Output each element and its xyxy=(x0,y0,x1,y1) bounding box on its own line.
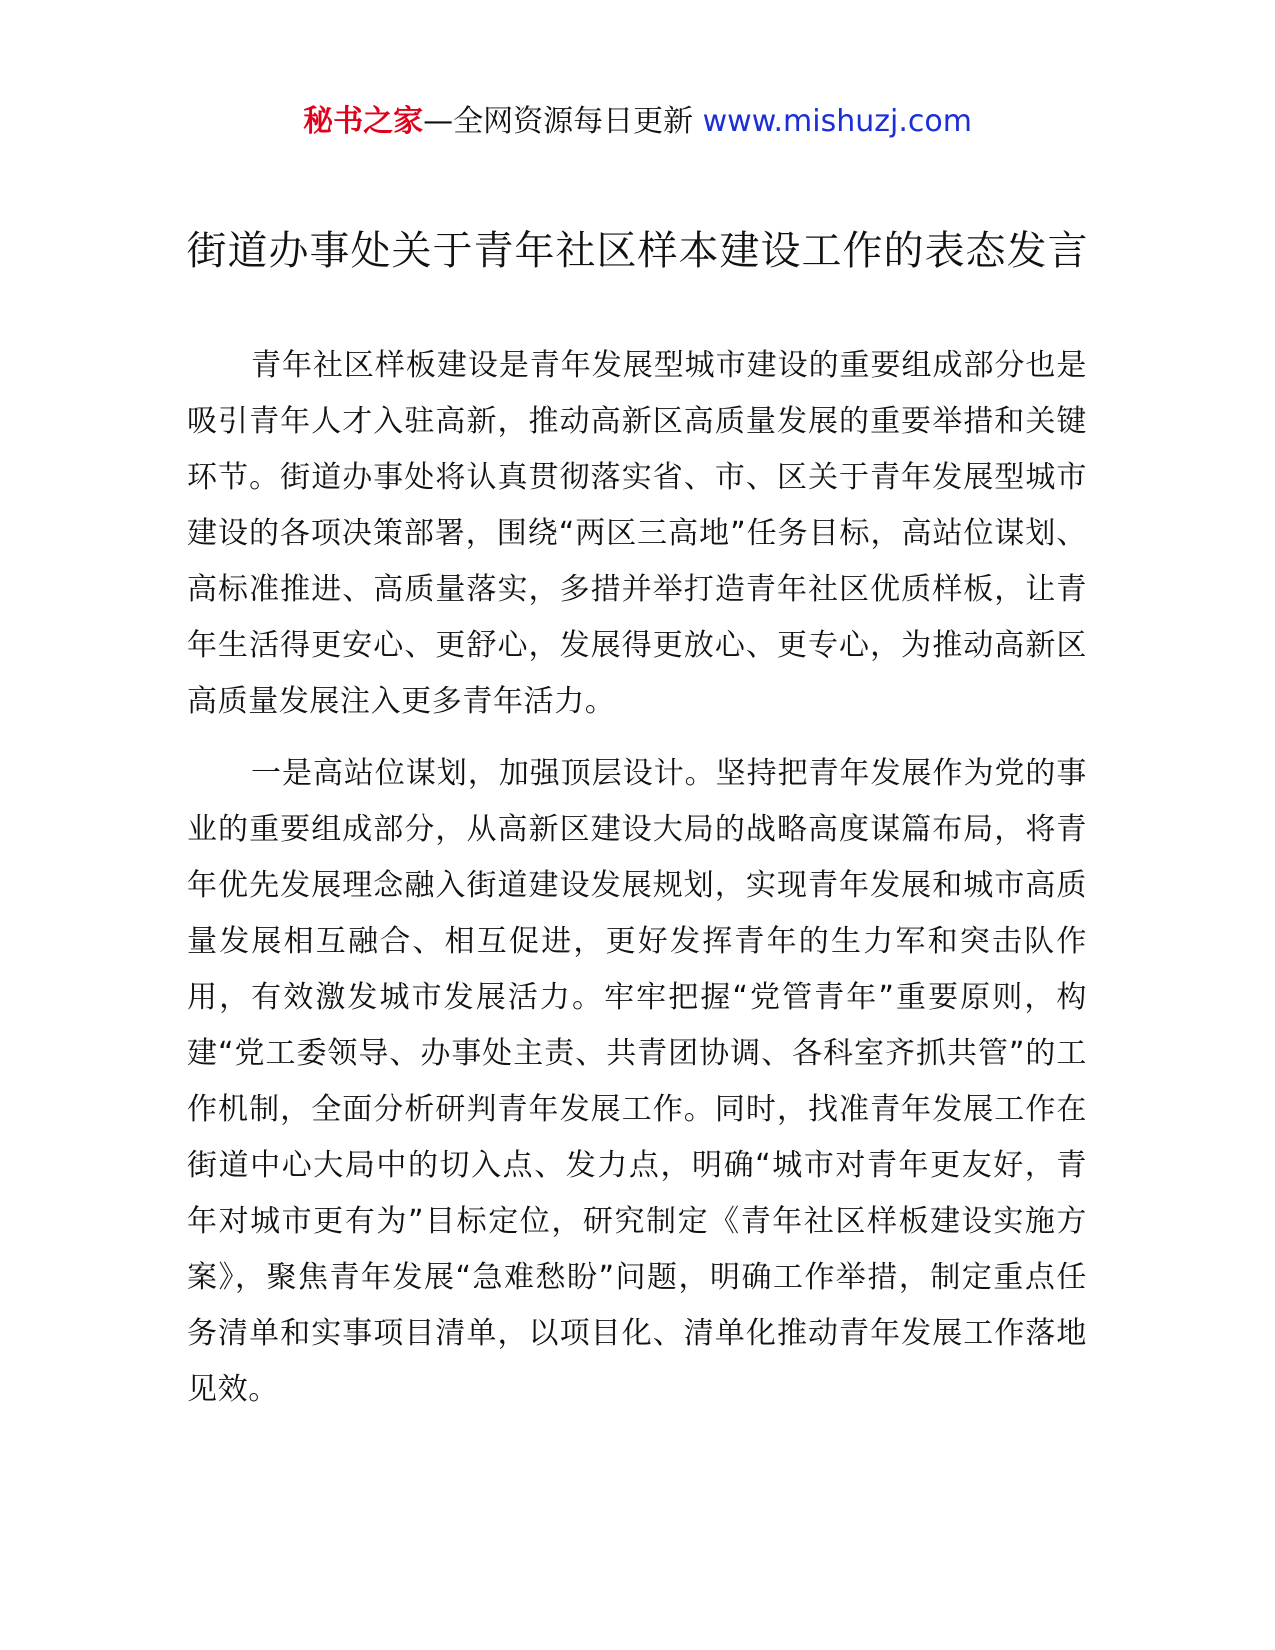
header-tagline: —全网资源每日更新 xyxy=(423,104,694,139)
site-header xyxy=(0,100,1275,144)
site-url-link[interactable]: www.mishuzj.com xyxy=(702,104,972,139)
brand-name: 秘书之家 xyxy=(303,104,424,139)
document-body xyxy=(187,338,1087,1434)
paragraph-point-one: 一是高站位谋划，加强顶层设计。坚持把青年发展作为党的事业的重要组成部分，从高新区建设大局的战略高度谋篇布局，将青年优先发展理念融入街道建设发展规划，实现青年发展和城市高质量发展相互融合、相互促进，更好发挥青年的生力军和突击队作用，有效激发城市发展活力。牢牢把握“党管青年”重要原则，构建“党工委领导、办事处主责、共青团协调、各科室齐抓共管”的工作机制，全面分析研判青年发展工作。同时，找准青年发展工作在街道中心大局中的切入点、发力点，明确“城市对青年更友好，青年对城市更有为”目标定位，研究制定《青年社区样板建设实施方案》，聚焦青年发展“急难愁盼”问题，明确工作举措，制定重点任务清单和实事项目清单，以项目化、清单化推动青年发展工作落地见效。 xyxy=(187,756,1087,1407)
paragraph-intro: 青年社区样板建设是青年发展型城市建设的重要组成部分也是吸引青年人才入驻高新，推动高新区高质量发展的重要举措和关键环节。街道办事处将认真贯彻落实省、市、区关于青年发展型城市建设的各项决策部署，围绕“两区三高地”任务目标，高站位谋划、高标准推进、高质量落实，多措并举打造青年社区优质样板，让青年生活得更安心、更舒心，发展得更放心、更专心，为推动高新区高质量发展注入更多青年活力。 xyxy=(187,348,1087,719)
document-title: 街道办事处关于青年社区样本建设工作的表态发言 xyxy=(186,228,1089,274)
